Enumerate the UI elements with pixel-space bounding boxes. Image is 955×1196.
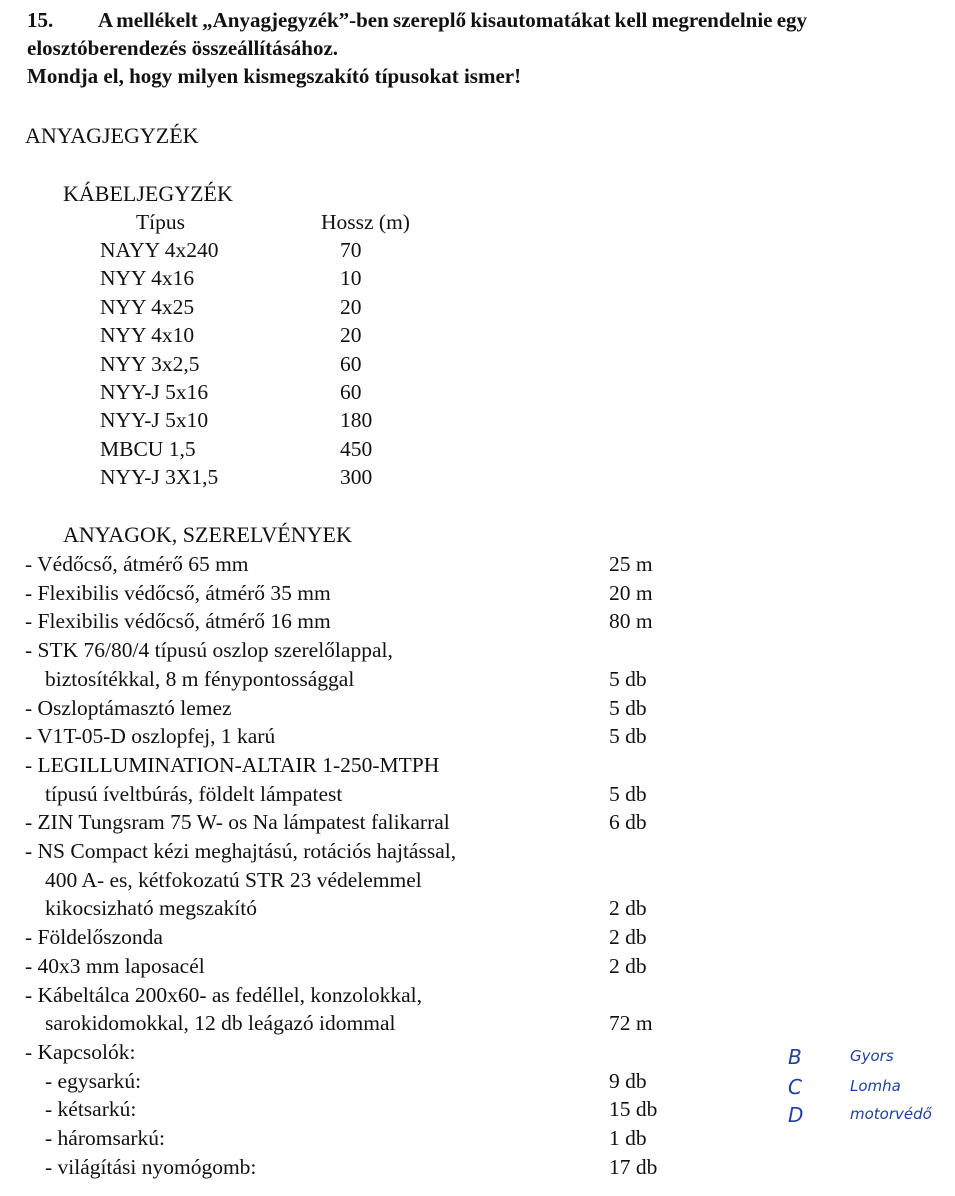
material-quantity: 20 m [609, 581, 653, 605]
material-line: - 40x3 mm laposacél [25, 954, 205, 978]
material-quantity: 2 db [609, 954, 647, 978]
material-line: - egysarkú: [45, 1069, 142, 1093]
cable-type: NYY-J 5x16 [100, 380, 209, 404]
cable-type: NAYY 4x240 [100, 238, 219, 262]
material-line: - háromsarkú: [45, 1126, 166, 1150]
handwritten-word: Lomha [850, 1077, 901, 1095]
material-line: - LEGILLUMINATION-ALTAIR 1-250-MTPH [25, 753, 440, 777]
material-line: kikocsizható megszakító [45, 896, 257, 920]
cable-type: MBCU 1,5 [100, 437, 196, 461]
material-quantity: 17 db [609, 1155, 658, 1179]
cable-length: 10 [340, 266, 362, 290]
cable-type: NYY 3x2,5 [100, 352, 200, 376]
material-quantity: 5 db [609, 782, 647, 806]
material-line: sarokidomokkal, 12 db leágazó idommal [45, 1011, 396, 1035]
cable-length: 20 [340, 323, 362, 347]
cable-length: 20 [340, 295, 362, 319]
material-quantity: 15 db [609, 1097, 658, 1121]
material-quantity: 5 db [609, 696, 647, 720]
material-line: - V1T-05-D oszlopfej, 1 karú [25, 724, 276, 748]
material-quantity: 5 db [609, 667, 647, 691]
cable-length: 300 [340, 465, 373, 489]
handwritten-letter: D [788, 1103, 804, 1127]
material-line: - ZIN Tungsram 75 W- os Na lámpatest falikarral [25, 810, 450, 834]
material-quantity: 25 m [609, 552, 653, 576]
handwritten-letter: B [788, 1045, 802, 1069]
material-line: - Földelőszonda [25, 925, 163, 949]
handwritten-word: Gyors [850, 1047, 894, 1065]
material-line: - NS Compact kézi meghajtású, rotációs hajtással, [25, 839, 457, 863]
cable-type: NYY-J 3X1,5 [100, 465, 219, 489]
handwritten-word: motorvédő [850, 1105, 932, 1123]
material-line: - Flexibilis védőcső, átmérő 16 mm [25, 609, 331, 633]
cable-type: NYY 4x16 [100, 266, 195, 290]
handwritten-letter: C [788, 1075, 802, 1099]
cables-col-length: Hossz (m) [321, 210, 410, 234]
cable-length: 60 [340, 380, 362, 404]
material-line: 400 A- es, kétfokozatú STR 23 védelemmel [45, 868, 422, 892]
cables-col-type: Típus [136, 210, 185, 234]
material-line: - Kapcsolók: [25, 1040, 136, 1064]
cable-length: 180 [340, 408, 373, 432]
material-line: - Oszloptámasztó lemez [25, 696, 232, 720]
cable-type: NYY-J 5x10 [100, 408, 209, 432]
cable-type: NYY 4x25 [100, 295, 195, 319]
material-line: - Védőcső, átmérő 65 mm [25, 552, 249, 576]
material-line: típusú íveltbúrás, földelt lámpatest [45, 782, 343, 806]
question-number: 15. [27, 8, 54, 32]
question-line-3: Mondja el, hogy milyen kismegszakító típusokat ismer! [27, 64, 522, 88]
material-line: - Kábeltálca 200x60- as fedéllel, konzolokkal, [25, 983, 423, 1007]
cable-type: NYY 4x10 [100, 323, 195, 347]
material-line: - kétsarkú: [45, 1097, 137, 1121]
material-quantity: 2 db [609, 925, 647, 949]
material-quantity: 5 db [609, 724, 647, 748]
cable-length: 70 [340, 238, 362, 262]
material-quantity: 2 db [609, 896, 647, 920]
material-line: - STK 76/80/4 típusú oszlop szerelőlappal, [25, 638, 393, 662]
material-line: - világítási nyomógomb: [45, 1155, 257, 1179]
doc-title: ANYAGJEGYZÉK [25, 123, 199, 148]
material-quantity: 1 db [609, 1126, 647, 1150]
material-quantity: 72 m [609, 1011, 653, 1035]
cable-length: 60 [340, 352, 362, 376]
material-quantity: 9 db [609, 1069, 647, 1093]
question-line-2: elosztóberendezés összeállításához. [27, 36, 339, 60]
cable-length: 450 [340, 437, 373, 461]
materials-heading: ANYAGOK, SZERELVÉNYEK [63, 522, 352, 547]
material-quantity: 80 m [609, 609, 653, 633]
cables-heading: KÁBELJEGYZÉK [63, 181, 233, 206]
question-line-1: A mellékelt „Anyagjegyzék”-ben szereplő kisautomatákat kell megrendelnie egy [98, 8, 808, 32]
material-quantity: 6 db [609, 810, 647, 834]
material-line: - Flexibilis védőcső, átmérő 35 mm [25, 581, 331, 605]
material-line: biztosítékkal, 8 m fénypontossággal [45, 667, 355, 691]
